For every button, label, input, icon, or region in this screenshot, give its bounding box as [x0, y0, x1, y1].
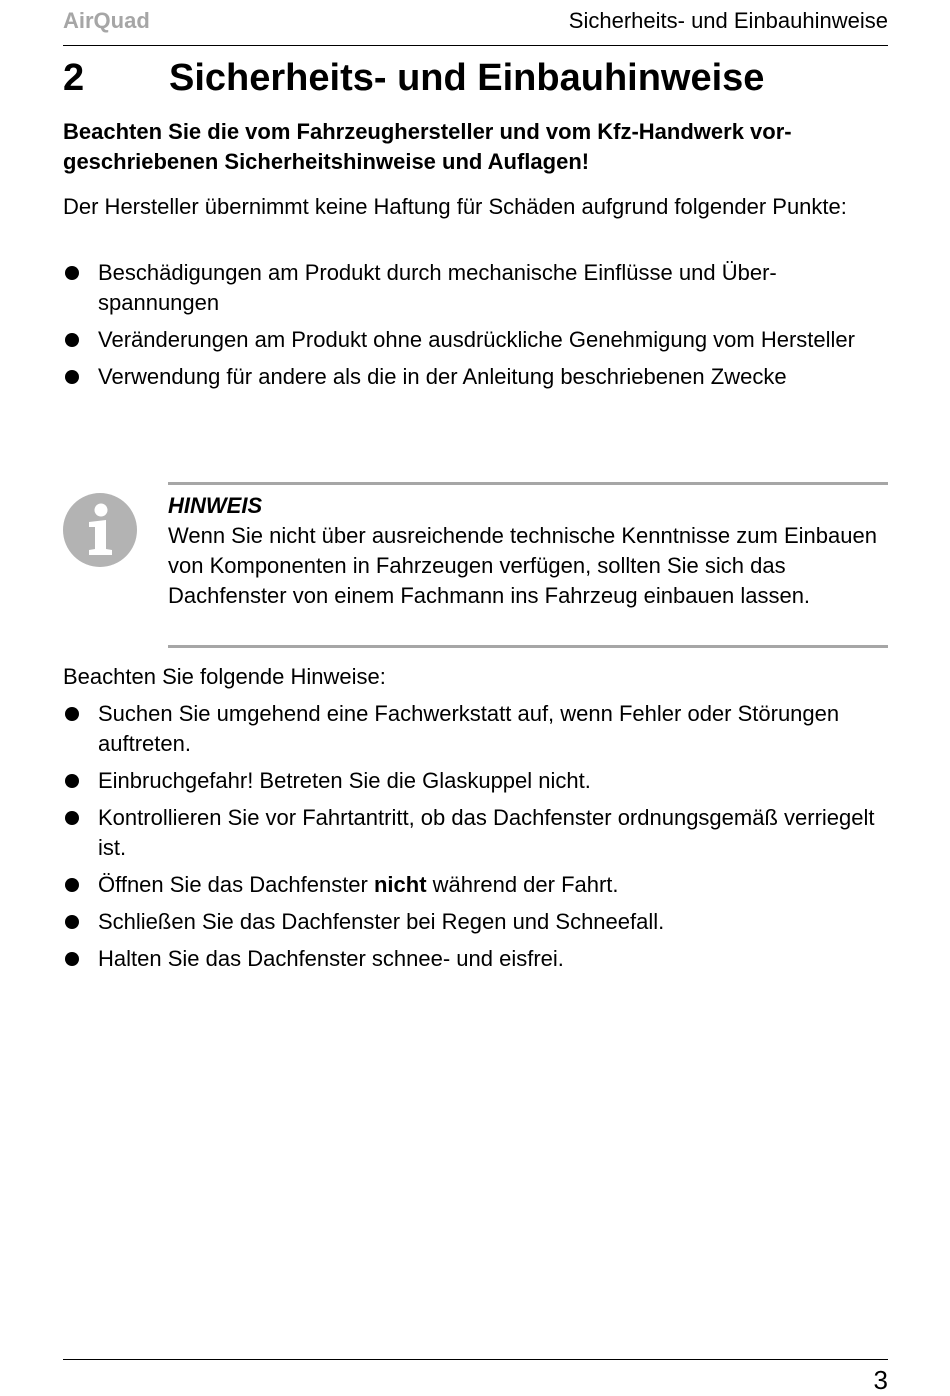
bullet-icon [65, 370, 79, 384]
list-item [63, 907, 888, 937]
safety-lead-line-2: geschriebenen Sicherheitshinweise und Auflagen! [63, 149, 590, 174]
list-item [63, 803, 888, 863]
list-item [63, 699, 888, 759]
bullet-icon [65, 266, 79, 280]
manual-page [63, 0, 888, 1393]
list-item-text: Schließen Sie das Dachfenster bei Regen und Schneefall. [98, 909, 665, 934]
page-header [63, 6, 888, 40]
list-item [63, 362, 888, 392]
list-item-text: Veränderungen am Produkt ohne ausdrückliche Genehmigung vom Hersteller [98, 327, 855, 352]
safety-lead-line-1: Beachten Sie die vom Fahrzeughersteller und vom Kfz-Handwerk vor- [63, 119, 792, 144]
note-label: HINWEIS [168, 493, 263, 518]
footer-rule [63, 1359, 888, 1360]
chapter-number: 2 [63, 57, 85, 99]
liability-list [63, 258, 888, 399]
list-item [63, 766, 888, 796]
brand-name: AirQuad [63, 8, 150, 33]
list-item-text-before: Öffnen Sie das Dachfenster [98, 872, 374, 897]
list-item [63, 258, 888, 318]
list-item-text: Halten Sie das Dachfenster schnee- und eisfrei. [98, 946, 564, 971]
bullet-icon [65, 774, 79, 788]
list-item-text-after: während der Fahrt. [426, 872, 619, 897]
list-item-text: Einbruchgefahr! Betreten Sie die Glaskuppel nicht. [98, 768, 591, 793]
safety-lead [63, 117, 888, 177]
list-item-text: Verwendung für andere als die in der Anleitung beschriebenen Zwecke [98, 364, 787, 389]
instructions-list [63, 699, 888, 981]
list-item-text: Kontrollieren Sie vor Fahrtantritt, ob das Dachfenster ordnungsgemäß verriegelt ist. [98, 805, 875, 860]
list-item [63, 325, 888, 355]
list-item-text: Suchen Sie umgehend eine Fachwerkstatt auf, wenn Fehler oder Störungen auftreten. [98, 701, 840, 756]
info-icon [63, 493, 137, 567]
running-title: Sicherheits- und Einbauhinweise [568, 8, 888, 33]
bullet-icon [65, 952, 79, 966]
note-body: Wenn Sie nicht über ausreichende technische Kenntnisse zum Einbauen von Komponenten in Fahrzeugen verfügen, sollten Sie sich das Dachfenster von einem Fachmann ins Fahrzeug einbauen lassen. [168, 523, 877, 608]
list-item [63, 870, 888, 900]
bullet-icon [65, 915, 79, 929]
chapter-title: Sicherheits- und Einbauhinweise [169, 57, 765, 99]
note-box [168, 482, 888, 648]
bullet-icon [65, 707, 79, 721]
header-rule [63, 45, 888, 46]
liability-intro: Der Hersteller übernimmt keine Haftung für Schäden aufgrund folgender Punkte: [63, 194, 847, 219]
bullet-icon [65, 333, 79, 347]
bullet-icon [65, 878, 79, 892]
bullet-icon [65, 811, 79, 825]
list-item [63, 944, 888, 974]
list-item-text: Beschädigungen am Produkt durch mechanische Einflüsse und Über- spannungen [98, 260, 777, 315]
page-number: 3 [873, 1365, 888, 1395]
emphasis-text: nicht [373, 872, 427, 897]
instructions-intro: Beachten Sie folgende Hinweise: [63, 664, 386, 689]
